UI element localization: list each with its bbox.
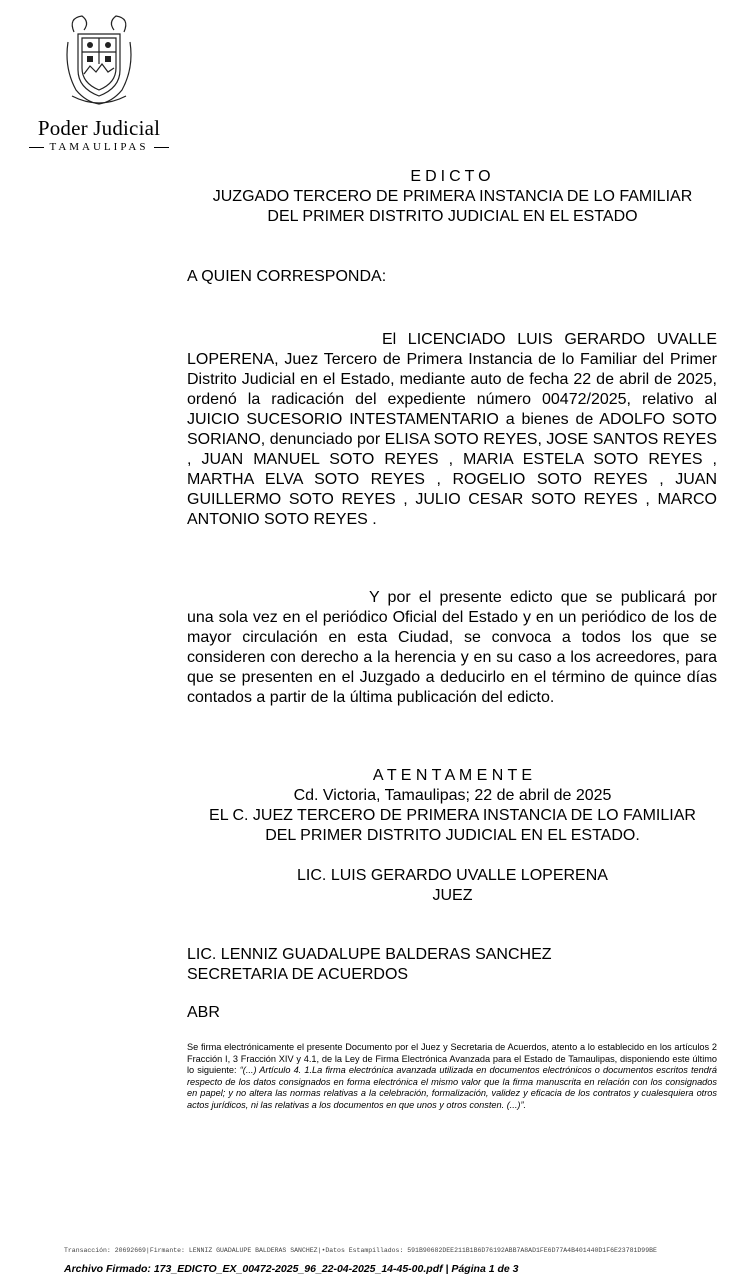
signed-file-footer: Archivo Firmado: 173_EDICTO_EX_00472-2025_96_22-04-2025_14-45-00.pdf | Página 1 de 3	[64, 1263, 519, 1275]
transaction-stamp: Transacción: 20692669|Firmante: LENNIZ GUADALUPE BALDERAS SANCHEZ|•Datos Estampillados: 591B90682DEE211B1B6D76192ABB7A8AD1FE6D77A4B401440D1F6E23781D99BE	[64, 1247, 657, 1254]
body-paragraph-2: Y por el presente edicto que se publicará por una sola vez en el periódico Oficial del Estado y en un periódico de los de mayor circulación en esta Ciudad, se convoca a todos los que se consideren con derecho a la herencia y en su caso a los acreedores, para que se presenten en el Juzgado a deducirlo en el término de quince días contados a partir de la última publicación del edicto.	[187, 589, 717, 706]
place-and-date: Cd. Victoria, Tamaulipas; 22 de abril de 2025	[293, 787, 612, 804]
institution-state: TAMAULIPAS	[49, 141, 149, 153]
court-name-line-1: JUZGADO TERCERO DE PRIMERA INSTANCIA DE LO FAMILIAR	[212, 188, 693, 205]
judge-title-line-1: EL C. JUEZ TERCERO DE PRIMERA INSTANCIA DE LO FAMILIAR	[209, 807, 696, 824]
secretary-role: SECRETARIA DE ACUERDOS	[187, 966, 409, 983]
closing-block	[180, 766, 725, 846]
subtitle-rule-right	[154, 147, 169, 148]
document-title: EDICTO	[410, 168, 495, 185]
state-coat-of-arms-icon	[60, 12, 138, 108]
body-paragraph-1: El LICENCIADO LUIS GERARDO UVALLE LOPERENA, Juez Tercero de Primera Instancia de lo Familiar del Primer Distrito Judicial en el Estado, mediante auto de fecha 22 de abril de 2025, ordenó la radicación del expediente número 00472/2025, relativo al JUICIO SUCESORIO INTESTAMENTARIO a bienes de ADOLFO SOTO SORIANO, denunciado por ELISA SOTO REYES, JOSE SANTOS REYES , JUAN MANUEL SOTO REYES , MARIA ESTELA SOTO REYES , MARTHA ELVA SOTO REYES , ROGELIO SOTO REYES , JUAN GUILLERMO SOTO REYES , JULIO CESAR SOTO REYES , MARCO ANTONIO SOTO REYES .	[187, 331, 717, 528]
typist-initials: ABR	[187, 1004, 220, 1021]
electronic-signature-note	[187, 1042, 717, 1112]
legal-note-quote: “(...) Artículo 4. 1.La firma electrónica avanzada utilizada en documentos electrónicos o documentos escritos tendrá respecto de los datos consignados en forma electrónica el mismo valor que la firma manuscrita en relación con los consignados en papel; y no altera las normas relativas a la celebración, formalización, validez y eficacia de los contratos y cualesquiera otros actos jurídicos, ni las relativas a los documentos en que unos y otros consten. (...)”.	[187, 1065, 717, 1110]
court-name-line-2: DEL PRIMER DISTRITO JUDICIAL EN EL ESTADO	[267, 208, 638, 225]
salutation: A QUIEN CORRESPONDA:	[187, 268, 387, 285]
judge-signature-block	[180, 866, 725, 906]
secretary-name: LIC. LENNIZ GUADALUPE BALDERAS SANCHEZ	[187, 946, 552, 963]
closing-salutation: A T E N T A M E N T E	[372, 767, 533, 784]
secretary-signature-block	[187, 945, 552, 985]
judge-name: LIC. LUIS GERARDO UVALLE LOPERENA	[297, 867, 608, 884]
judge-role: JUEZ	[432, 887, 473, 904]
institution-name: Poder Judicial	[37, 116, 161, 140]
subtitle-rule-left	[29, 147, 44, 148]
institution-subtitle	[24, 141, 174, 153]
legal-note-intro: Se firma electrónicamente el presente Documento por el Juez y Secretaria de Acuerdos, atento a lo establecido en los artículos 2 Fracción I, 3 Fracción XIV y 4.1, de la Ley de Firma Electrónica Avanzada para el Estado de Tamaulipas, disponiendo este último lo siguiente:	[187, 1042, 717, 1076]
judge-title-line-2: DEL PRIMER DISTRITO JUDICIAL EN EL ESTADO.	[265, 827, 640, 844]
